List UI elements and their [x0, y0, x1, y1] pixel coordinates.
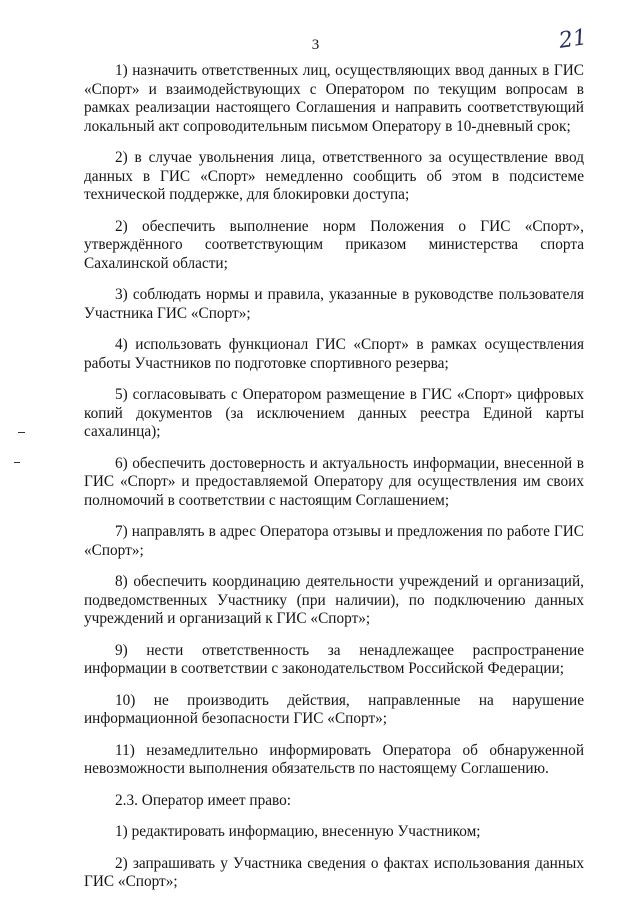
section-heading-2-3: 2.3. Оператор имеет право:: [115, 791, 292, 809]
paragraph-6: 5) согласовывать с Оператором размещение в ГИС «Спорт» цифровых копий документов (за исключением данных реестра Единой карты сахалинца);: [84, 386, 584, 440]
paragraph-7: 6) обеспечить достоверность и актуальность информации, внесенной в ГИС «Спорт» и предоставляемой Оператору для осуществления им своих полномочий в соответствии с настоящим Соглашением;: [84, 454, 584, 509]
paragraph-9: 8) обеспечить координацию деятельности учреждений и организаций, подведомственных Участнику (при наличии), по подключению данных учреждений и организаций к ГИС «Спорт»;: [84, 573, 584, 627]
paragraph-12: 11) незамедлительно информировать Оператора об обнаруженной невозможности выполнения обязательств по настоящему Соглашению.: [84, 741, 584, 777]
paragraph-11: 10) не производить действия, направленные на нарушение информационной безопасности ГИС «Спорт»;: [84, 691, 584, 727]
margin-mark-1: [18, 432, 25, 433]
paragraph-5: 4) использовать функционал ГИС «Спорт» в рамках осуществления работы Участников по подготовке спортивного резерва;: [84, 336, 584, 372]
margin-mark-2: [14, 462, 20, 463]
page-number: 3: [311, 37, 320, 53]
paragraph-8: 7) направлять в адрес Оператора отзывы и предложения по работе ГИС «Спорт»;: [84, 523, 584, 559]
paragraph-13: 1) редактировать информацию, внесенную Участником;: [115, 823, 481, 840]
paragraph-2: 2) в случае увольнения лица, ответственного за осуществление ввод данных в ГИС «Спорт» немедленно сообщить об этом в подсистеме технической поддержке, для блокировки доступа;: [84, 149, 584, 203]
document-body: [84, 62, 584, 905]
handwritten-page-number: 21: [557, 25, 589, 54]
paragraph-4: 3) соблюдать нормы и правила, указанные в руководстве пользователя Участника ГИС «Спорт»;: [84, 286, 584, 322]
paragraph-14: 2) запрашивать у Участника сведения о фактах использования данных ГИС «Спорт»;: [84, 854, 584, 890]
paragraph-1: 1) назначить ответственных лиц, осуществляющих ввод данных в ГИС «Спорт» и взаимодействующих с Оператором по текущим вопросам в рамках реализации настоящего Соглашения и направить соответствующий локальный акт сопроводительным письмом Оператору в 10-дневный срок;: [84, 62, 584, 135]
paragraph-10: 9) нести ответственность за ненадлежащее распространение информации в соответствии с законодательством Российской Федерации;: [84, 641, 584, 677]
paragraph-3: 2) обеспечить выполнение норм Положения о ГИС «Спорт», утверждённого соответствующим приказом министерства спорта Сахалинской области;: [84, 217, 584, 272]
